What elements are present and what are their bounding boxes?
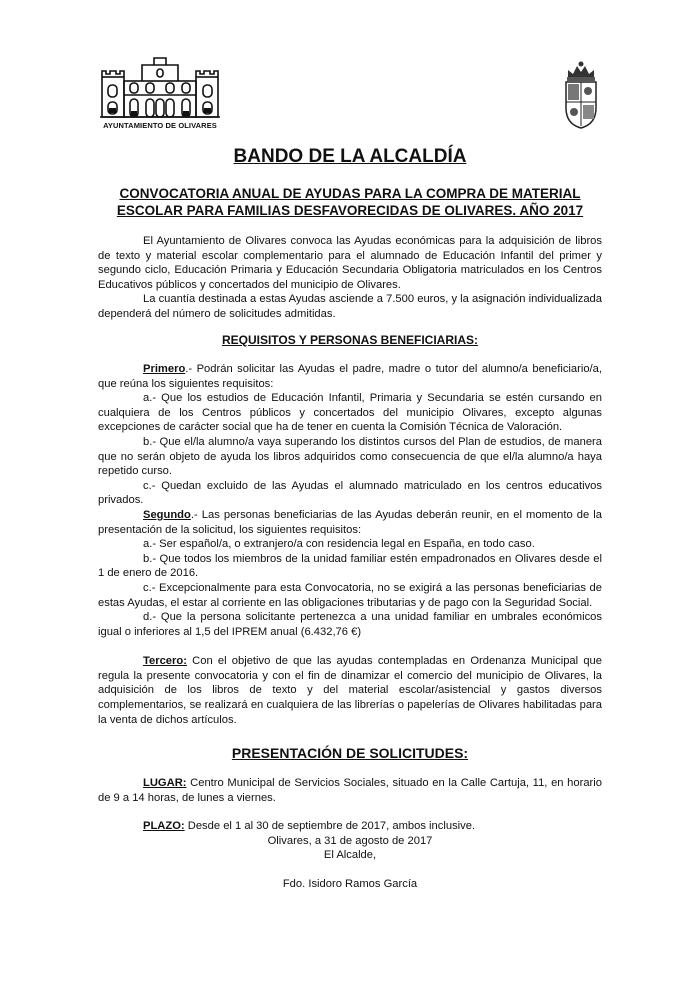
presentacion-heading: PRESENTACIÓN DE SOLICITUDES: (231, 745, 469, 761)
plazo-paragraph (98, 819, 602, 834)
tercero-paragraph (98, 654, 602, 727)
tercero-label: Tercero: (143, 655, 187, 668)
closing-signature: Fdo. Isidoro Ramos García (282, 877, 418, 890)
tercero-text: Con el objetivo de que las ayudas contempladas en Ordenanza Municipal que regula la presente convocatoria y con el fin de dinamizar el comercio del municipio de Olivares, la adquisición de los libros de texto y del material escolar/asistencial y gastos diversos complementarios, se realizará en cualquiera de las librerías o papelerías de Olivares habilitadas para la venta de dichos artículos. (98, 655, 602, 726)
lugar-text: Centro Municipal de Servicios Sociales, situado en la Calle Cartuja, 11, en horario de 9 a 14 horas, de lunes a viernes. (98, 777, 602, 804)
primero-item-b: b.- Que el/la alumno/a vaya superando los distintos cursos del Plan de estudios, de manera que no serán objeto de ayuda los libros adquiridos como consecuencia de que el/la alumno/a haya repetido curso. (98, 435, 602, 478)
page-title: BANDO DE LA ALCALDÍA (233, 146, 467, 167)
primero-label: Primero (143, 363, 186, 375)
lugar-label: LUGAR: (143, 777, 187, 789)
presentacion-section (98, 776, 602, 892)
segundo-item-b: b.- Que todos los miembros de la unidad familiar estén empadronados en Olivares desde el 1 de enero de 2016. (98, 552, 602, 580)
segundo-item-d: d.- Que la persona solicitante pertenezca a una unidad familiar en umbrales económicos igual o inferiores al 1,5 del IPREM anual (6.432,76 €) (98, 611, 602, 638)
segundo-item-c: c.- Excepcionalmente para esta Convocatoria, no se exigirá a las personas beneficiarias de estas Ayudas, el estar al corriente en las obligaciones tributarias y de pago con la Seguridad Social. (98, 581, 602, 609)
requisitos-section (98, 362, 602, 727)
subtitle-line-2: ESCOLAR PARA FAMILIAS DESFAVORECIDAS DE OLIVARES. AÑO 2017 (116, 203, 584, 218)
requisitos-heading: REQUISITOS Y PERSONAS BENEFICIARIAS: (221, 333, 479, 347)
segundo-text: .- Las personas beneficiarias de las Ayudas deberán reunir, en el momento de la presentación de la solicitud, los siguientes requisitos: (98, 508, 602, 536)
town-logo (98, 55, 222, 133)
subtitle-line-1: CONVOCATORIA ANUAL DE AYUDAS PARA LA COMPRA DE MATERIAL (119, 186, 581, 201)
lugar-paragraph (98, 776, 602, 805)
primero-text: .- Podrán solicitar las Ayudas el padre, madre o tutor del alumno/a beneficiario/a, que reúna los siguientes requisitos: (98, 363, 602, 390)
closing-role: El Alcalde, (323, 849, 377, 862)
segundo-paragraph (98, 508, 602, 537)
primero-item-a: a.- Que los estudios de Educación Infantil, Primaria y Secundaria se estén cursando en cualquiera de los Centros públicos y concertados del municipio Olivares, excepto algunas excepciones de carácter social que ha de tener en cuenta la Comisión Técnica de Valoración. (98, 392, 602, 434)
coat-of-arms (560, 60, 602, 130)
coat-of-arms-icon (560, 60, 602, 130)
town-logo-caption: AYUNTAMIENTO DE OLIVARES (103, 121, 217, 130)
segundo-label: Segundo (143, 508, 191, 521)
plazo-label: PLAZO: (143, 820, 185, 833)
primero-paragraph (98, 362, 602, 391)
town-hall-icon (98, 55, 222, 119)
closing-place-date: Olivares, a 31 de agosto de 2017 (267, 834, 433, 847)
primero-item-c: c.- Quedan excluido de las Ayudas el alumnado matriculado en los centros educativos privados. (98, 479, 602, 507)
intro-section (98, 234, 602, 322)
intro-paragraph-1: El Ayuntamiento de Olivares convoca las Ayudas económicas para la adquisición de libros de texto y material escolar complementario para el alumnado de Educación Infantil del primer y segundo ciclo, Educación Primaria y Educación Secundaria Obligatoria matriculados en los Centros Educativos públicos y concertados del municipio de Olivares. (98, 235, 602, 291)
plazo-text: Desde el 1 al 30 de septiembre de 2017, ambos inclusive. (184, 820, 476, 833)
intro-paragraph-2: La cuantía destinada a estas Ayudas asciende a 7.500 euros, y la asignación individualizada dependerá del número de solicitudes admitidas. (98, 293, 602, 320)
segundo-item-a: a.- Ser español/a, o extranjero/a con residencia legal en España, en todo caso. (143, 538, 535, 551)
document-subtitle (95, 185, 605, 219)
